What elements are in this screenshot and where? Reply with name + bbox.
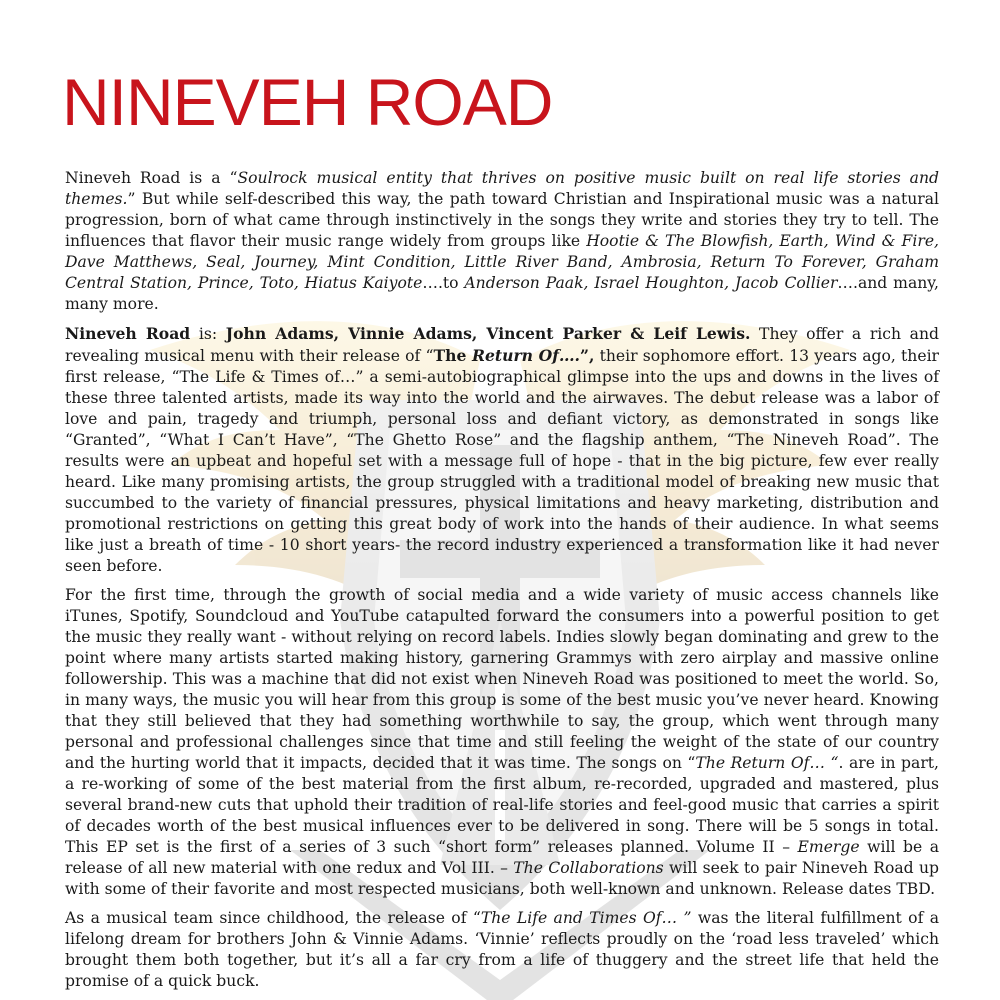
p4-run-1: The Life and Times Of… ”	[480, 909, 692, 927]
p2-run-6: ”,	[580, 346, 595, 365]
paragraph-history: As a musical team since childhood, the release of “The Life and Times Of… ” was the literal fulfillment of a lifelong dream for brothers John & Vinnie Adams. ‘Vinnie’ reflects proudly on the ‘road less traveled’ which brought them both together, but it’s all a far cry from a life of thuggery and the street life that held the promise of a quick buck.	[65, 909, 939, 990]
article-body	[65, 168, 939, 1000]
page-title: NINEVEH ROAD	[62, 65, 553, 139]
paragraph-intro: Nineveh Road is a “Soulrock musical entity that thrives on positive music built on real life stories and themes.” But while self-described this way, the path toward Christian and Inspirational music was a natural progression, born of what came through instinctively in the songs they write and stories they try to tell. The influences that flavor their music range widely from groups like Hootie & The Blowfish, Earth, Wind & Fire, Dave Matthews, Seal, Journey, Mint Condition, Little River Band, Ambrosia, Return To Forever, Graham Central Station, Prince, Toto, Hiatus Kaiyote….to Anderson Paak, Israel Houghton, Jacob Collier….and many, many more.	[65, 169, 940, 313]
p3-run-1: The Return Of… “	[695, 754, 839, 772]
p2-run-5: Return Of….	[472, 346, 580, 365]
paragraph-members: Nineveh Road is: John Adams, Vinnie Adams, Vincent Parker & Leif Lewis. They offer a rich and revealing musical menu with their release of “The Return Of….”, their sophomore effort. 13 years ago, their first release, “The Life & Times of…” a semi-autobiographical glimpse into the ups and downs in the lives of these three talented artists, made its way into the world and the airwaves. The debut release was a labor of love and pain, tragedy and triumph, personal loss and defiant victory, as demonstrated in songs like “Granted”, “What I Can’t Have”, “The Ghetto Rose” and the flagship anthem, “The Nineveh Road”. The results were an upbeat and hopeful set with a message full of hope - that in the big picture, few ever really heard. Like many promising artists, the group struggled with a traditional model of breaking new music that succumbed to the variety of financial pressures, physical limitations and heavy marketing, distribution and promotional restrictions on getting this great body of work into the hands of their audience. In what seems like just a breath of time - 10 short years- the record industry experienced a transformation like it had never seen before.	[65, 324, 940, 575]
p2-run-2: John Adams, Vinnie Adams, Vincent Parker & Leif Lewis.	[225, 324, 751, 343]
paragraph-industry: For the first time, through the growth of social media and a wide variety of music access channels like iTunes, Spotify, Soundcloud and YouTube catapulted forward the consumers into a powerful position to get the music they really want - without relying on record labels. Indies slowly began dominating and grew to the point where many artists started making history, garnering Grammys with zero airplay and massive online followership. This was a machine that did not exist when Nineveh Road was positioned to meet the world. So, in many ways, the music you will hear from this group is some of the best music you’ve never heard. Knowing that they still believed that they had something worthwhile to say, the group, which went through many personal and professional challenges since that time and still feeling the weight of the state of our country and the hurting world that it impacts, decided that it was time. The songs on “The Return Of… “. are in part, a re-working of some of the best material from the first album, re-recorded, upgraded and mastered, plus several brand-new cuts that uphold their tradition of real-life stories and feel-good music that carries a spirit of decades worth of the best musical influences ever to be delivered in song. There will be 5 songs in total. This EP set is the first of a series of 3 such “short form” releases planned. Volume II – Emerge will be a release of all new material with one redux and Vol III. – The Collaborations will seek to pair Nineveh Road up with some of their favorite and most respected musicians, both well-known and unknown. Release dates TBD.	[65, 586, 940, 898]
p2-run-0: Nineveh Road	[65, 324, 191, 343]
p2-run-4: The	[433, 346, 473, 365]
p3-run-5: The Collaborations	[513, 859, 664, 877]
p1-run-5: Anderson Paak, Israel Houghton, Jacob Collier	[464, 274, 838, 292]
p1-run-3: Hootie & The Blowfish, Earth, Wind & Fire, Dave Matthews, Seal, Journey, Mint Condition, Little River Band, Ambrosia, Return To Forever, Graham Central Station, Prince, Toto, Hiatus Kaiyote	[65, 232, 939, 292]
p1-run-1: Soulrock musical entity that thrives on positive music built on real life stories and themes.	[65, 169, 940, 208]
p3-run-3: Emerge	[797, 838, 860, 856]
